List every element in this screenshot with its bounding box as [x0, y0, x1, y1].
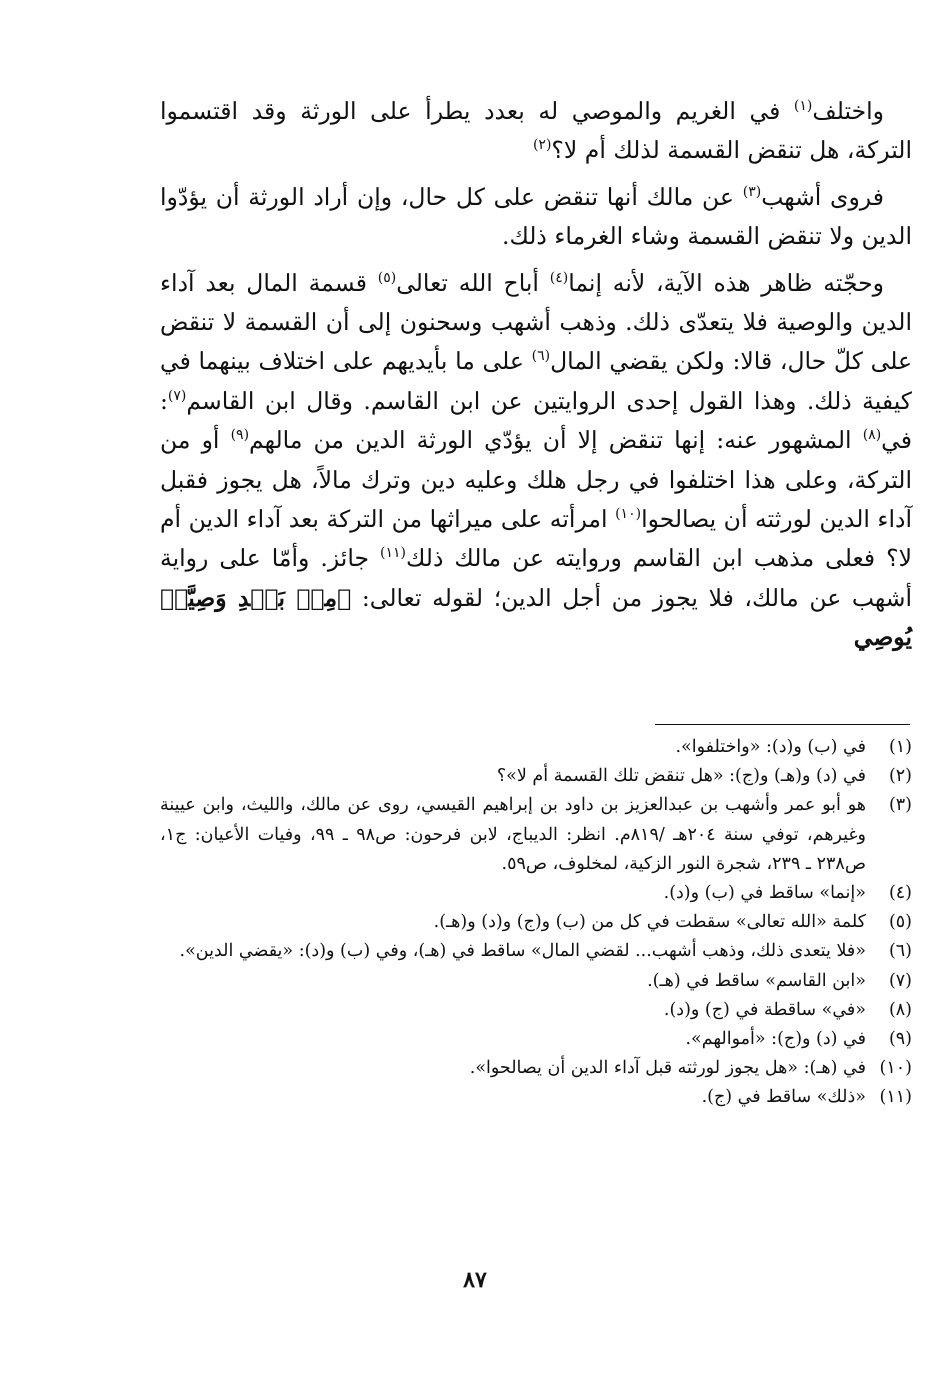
footnote-number: (٩) [888, 1029, 912, 1050]
paragraph-2: فروى أشهب$^{(٣)}$ عن مالك أنها تنقض على كل حال، وإن أراد الورثة أن يؤدّوا الدين ولا تنقض القسمة وشاء الغرماء ذلك. [160, 182, 912, 251]
quran-verse: ﴿مِنۢ بَعۡدِ وَصِيَّةٖ يُوصِي [160, 583, 912, 652]
footnote [160, 1054, 912, 1083]
footnote-number: (٥) [888, 912, 912, 933]
footnote [160, 996, 912, 1025]
main-text [160, 92, 912, 665]
footnote-number: (٨) [888, 999, 912, 1020]
footnote [160, 937, 912, 966]
footnote-number: (١) [888, 737, 912, 757]
footnote [160, 733, 912, 762]
footnote [160, 1025, 912, 1054]
footnote [160, 791, 912, 879]
footnote [160, 967, 912, 996]
footnote-number: (٢) [888, 766, 912, 787]
footnote-text: «ابن القاسم» ساقط في (هـ). [647, 970, 866, 991]
footnote-text: «فلا يتعدى ذلك، وذهب أشهب... لقضي المال» ساقط في (هـ)، وفي (ب) و(د): «يقضي الدين». [179, 941, 866, 962]
paragraph-3 [160, 264, 912, 658]
footnote [160, 908, 912, 937]
footnote-text: في (ب) و(د): «واختلفوا». [675, 737, 866, 757]
footnote-number: (١٠) [879, 1058, 912, 1079]
footnote-text: كلمة «الله تعالى» سقطت في كل من (ب) و(ج) و(د) و(هـ). [433, 912, 866, 933]
footnotes [160, 733, 912, 1113]
footnote [160, 879, 912, 908]
footnote [160, 762, 912, 791]
paragraph-1: واختلف$^{(١)}$ في الغريم والموصي له بعدد يطرأ على الورثة وقد اقتسموا التركة، هل تنقض القسمة لذلك أم لا؟$^{(٢)}$ [160, 97, 912, 165]
footnote-text: «ذلك» ساقط في (ج). [701, 1087, 866, 1108]
footnote-text: في (هـ): «هل يجوز لورثته قبل آداء الدين أن يصالحوا». [469, 1058, 866, 1079]
page-number: ٨٧ [463, 1267, 487, 1293]
footnote-number: (١١) [879, 1087, 912, 1108]
footnote-number: (٧) [888, 970, 912, 991]
footnote-text: «إنما» ساقط في (ب) و(د). [663, 883, 866, 904]
footnote-number: (٤) [888, 883, 912, 904]
paragraph-3-text: وحجّته ظاهر هذه الآية، لأنه إنما$^{(٤)}$ أباح الله تعالى$^{(٥)}$ قسمة المال بعد آداء الدين والوصية فلا يتعدّى ذلك. وذهب أشهب وسحنون إلى أن القسمة لا تنقض على كلّ حال، قالا: ولكن يقضي المال$^{(٦)}$ على ما بأيديهم على اختلاف بينهما في كيفية ذلك. وهذا القول إحدى الروايتين عن ابن القاسم. وقال ابن القاسم$^{(٧)}$: في$^{(٨)}$ المشهور عنه: إنها تنقض إلا أن يؤدّي الورثة الدين من مالهم$^{(٩)}$ أو من التركة، وعلى هذا اختلفوا في رجل هلك وعليه دين وترك مالاً، هل يجوز فقبل آداء الدين لورثته أن يصالحوا$^{(١٠)}$ امرأته على ميراثها من التركة بعد آداء الدين أم لا؟ فعلى مذهب ابن القاسم وروايته عن مالك ذلك$^{(١١)}$ جائز. وأمّا على رواية أشهب عن مالك، فلا يجوز من أجل الدين؛ لقوله تعالى: [160, 268, 913, 612]
footnote-text: «في» ساقطة في (ج) و(د). [663, 999, 866, 1020]
footnote-text: هو أبو عمر وأشهب بن عبدالعزيز بن داود بن إبراهيم القيسي، روى عن مالك، والليث، وابن عيينة وغيرهم، توفي سنة ٢٠٤هـ /٨١٩م. انظر: الديباج، لابن فرحون: ص٩٨ ـ ٩٩، وفيات الأعيان: ج١، ص٢٣٨ ـ ٢٣٩، شجرة النور الزكية، لمخلوف، ص٥٩. [160, 795, 866, 874]
footnote [160, 1083, 912, 1112]
footnote-divider [655, 724, 910, 725]
footnote-number: (٦) [888, 941, 912, 962]
footnote-text: في (د) و(ج): «أموالهم». [685, 1029, 866, 1050]
footnote-number: (٣) [888, 795, 912, 816]
footnote-text: في (د) و(هـ) و(ج): «هل تنقض تلك القسمة أم لا»؟ [496, 766, 866, 787]
